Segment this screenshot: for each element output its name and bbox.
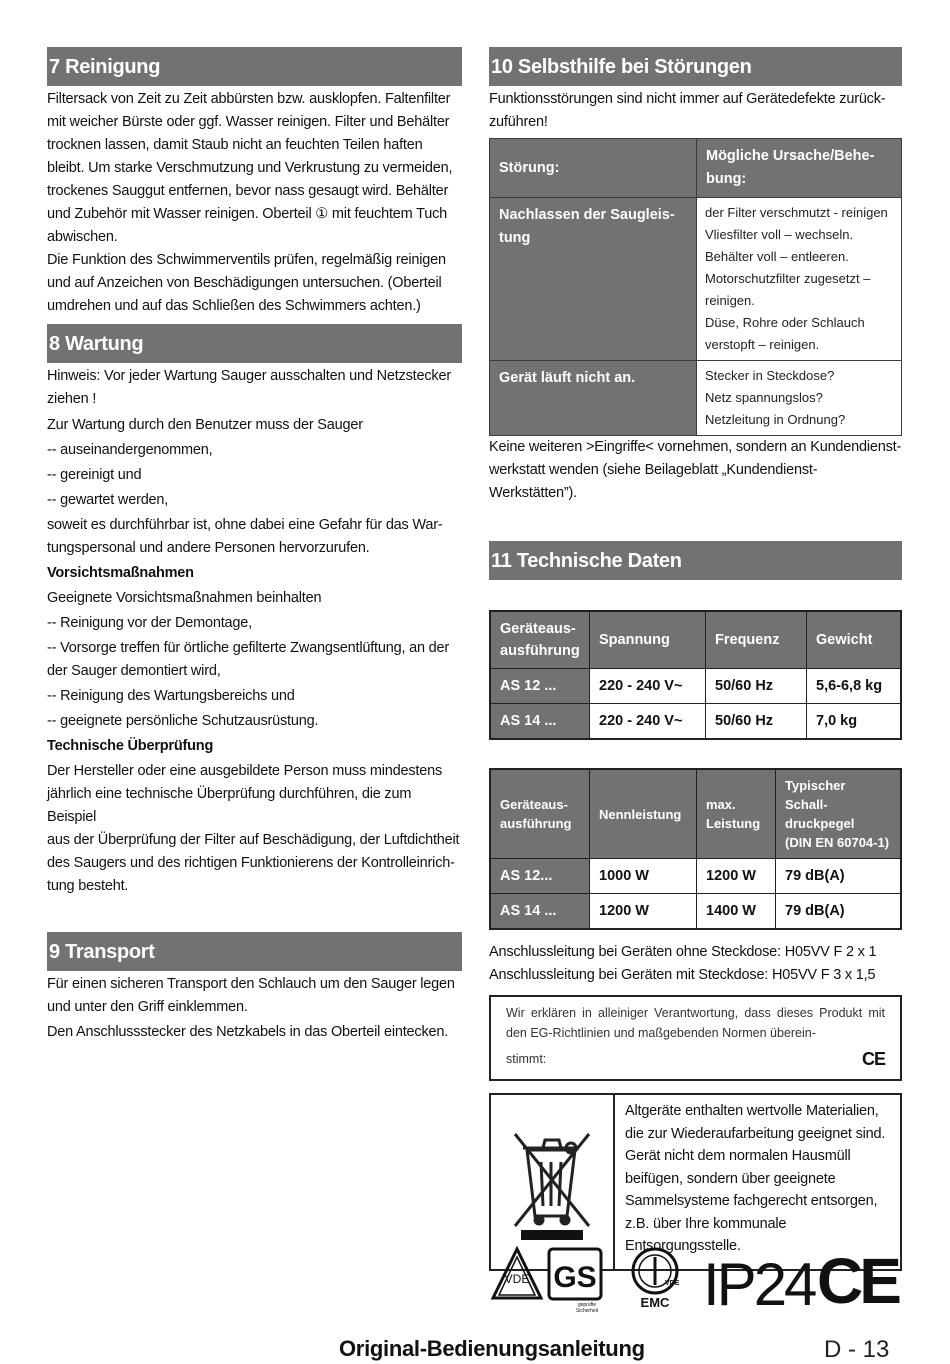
column-header-nennleistung: Nennleistung bbox=[590, 769, 697, 859]
table-row bbox=[490, 361, 902, 436]
table-row bbox=[490, 669, 901, 704]
column-header-spannung: Spannung bbox=[590, 611, 706, 669]
text-line: -- Reinigung des Wartungsbereichs und bbox=[47, 688, 295, 704]
table-cell: 5,6-6,8 kg bbox=[807, 669, 902, 704]
text-line: Der Hersteller oder eine ausgebildete Person muss mindestens bbox=[47, 763, 443, 779]
selbsthilfe-outro bbox=[489, 436, 902, 505]
cause-line: reinigen. bbox=[705, 293, 755, 308]
header-line: bung: bbox=[706, 171, 747, 187]
wartung-text bbox=[47, 365, 462, 898]
text-line: -- gewartet werden, bbox=[47, 492, 169, 508]
text-line: Filtersack von Zeit zu Zeit abbürsten bzw. ausklopfen. Faltenfilter bbox=[47, 91, 451, 107]
text-line: trockenes Sauggut entfernen, bevor nass gesaugt wird. Behälter bbox=[47, 183, 449, 199]
text-line: -- Vorsorge treffen für örtliche gefilterte Zwangsentlüftung, an der bbox=[47, 640, 450, 656]
label-line: tung bbox=[499, 230, 531, 246]
text-line: beifügen, sondern über geeignete bbox=[625, 1170, 836, 1187]
fault-causes bbox=[697, 198, 902, 361]
table-cell-model: AS 14 ... bbox=[490, 704, 590, 740]
cause-line: Düse, Rohre oder Schlauch bbox=[705, 315, 865, 330]
table-cell-model: AS 12 ... bbox=[490, 669, 590, 704]
text-line: tungspersonal und andere Personen hervorzurufen. bbox=[47, 540, 370, 556]
table-header-row bbox=[490, 769, 901, 859]
text-line: Sammelsysteme fachgerecht entsorgen, bbox=[625, 1193, 878, 1209]
text-line: aus der Überprüfung der Filter auf Beschädigung, der Luftdichtheit bbox=[47, 832, 460, 848]
text-line: ziehen ! bbox=[47, 391, 97, 407]
text-line: bleibt. Um starke Verschmutzung und Verkrustung zu vermeiden, bbox=[47, 160, 453, 176]
cause-line: Netz spannungslos? bbox=[705, 390, 823, 405]
declaration-text: Wir erklären in alleiniger Verantwortung, dass dieses Produkt mit den EG-Richtlinien und maßgebenden Normen überein- bbox=[506, 1006, 885, 1040]
text-line: Den Anschlussstecker des Netzkabels in das Oberteil eintecken. bbox=[47, 1024, 449, 1040]
fault-label bbox=[490, 198, 697, 361]
vde-triangle-letters: VDE bbox=[504, 1272, 530, 1286]
section-heading-reinigung: 7 Reinigung bbox=[47, 47, 462, 86]
gs-text: GS bbox=[553, 1261, 597, 1294]
header-line: Geräteaus- bbox=[500, 621, 576, 637]
text-line: Entsorgungsstelle. bbox=[625, 1238, 741, 1254]
ip-rating: IP24 bbox=[703, 1251, 815, 1313]
header-line: Typischer Schall- bbox=[785, 778, 846, 812]
transport-text bbox=[47, 973, 462, 1044]
fault-label: Gerät läuft nicht an. bbox=[490, 361, 697, 436]
gs-subtext: geprüfte bbox=[577, 1302, 597, 1308]
column-header-schalldruckpegel bbox=[776, 769, 902, 859]
page-number: D - 13 bbox=[824, 1336, 890, 1363]
text-line: Für einen sicheren Transport den Schlauch um den Sauger legen bbox=[47, 976, 455, 992]
text-line: Anschlussleitung bei Geräten ohne Steckdose: H05VV F 2 x 1 bbox=[489, 944, 877, 960]
cause-line: der Filter verschmutzt - reinigen bbox=[705, 205, 888, 220]
cause-line: Netzleitung in Ordnung? bbox=[705, 412, 846, 427]
header-line: (DIN EN 60704-1) bbox=[785, 835, 890, 850]
emc-text: EMC bbox=[640, 1295, 670, 1310]
label-line: Nachlassen der Saugleis- bbox=[499, 207, 675, 223]
text-line: die zur Wiederaufarbeitung geeignet sind. bbox=[625, 1125, 886, 1142]
section-heading-technische-daten: 11 Technische Daten bbox=[489, 541, 902, 580]
cable-info bbox=[489, 941, 902, 987]
text-line: Hinweis: Vor jeder Wartung Sauger ausschalten und Netzstecker bbox=[47, 368, 451, 384]
conformity-declaration bbox=[489, 995, 902, 1081]
table-cell: 220 - 240 V~ bbox=[590, 669, 706, 704]
table-cell: 79 dB(A) bbox=[776, 894, 902, 930]
reinigung-text bbox=[47, 88, 462, 318]
table-header-row bbox=[490, 139, 902, 198]
column-header-model bbox=[490, 769, 590, 859]
troubleshooting-table bbox=[489, 138, 902, 436]
text-line: werkstatt wenden (siehe Beilageblatt „Kundendienst-Werkstätten”). bbox=[489, 462, 818, 501]
text-line: soweit es durchführbar ist, ohne dabei eine Gefahr für das War- bbox=[47, 517, 443, 533]
text-line: Keine weiteren >Eingriffe< vornehmen, sondern an Kundendienst- bbox=[489, 439, 902, 455]
text-line: -- Reinigung vor der Demontage, bbox=[47, 615, 252, 631]
cause-line: Stecker in Steckdose? bbox=[705, 368, 835, 383]
table-cell: 50/60 Hz bbox=[706, 669, 807, 704]
text-line: der Sauger demontiert wird, bbox=[47, 663, 221, 679]
gs-mark-icon bbox=[549, 1249, 601, 1313]
declaration-end: stimmt: bbox=[506, 1052, 547, 1066]
section-heading-wartung: 8 Wartung bbox=[47, 324, 462, 363]
selbsthilfe-intro bbox=[489, 88, 902, 134]
text-line: -- auseinandergenommen, bbox=[47, 442, 213, 458]
tech-table-electrical bbox=[489, 610, 902, 740]
table-cell: 1000 W bbox=[590, 859, 697, 894]
text-line: Altgeräte enthalten wertvolle Materialien, bbox=[625, 1103, 879, 1119]
text-line: Zur Wartung durch den Benutzer muss der Sauger bbox=[47, 417, 363, 433]
ce-mark-icon: CE bbox=[817, 1245, 898, 1313]
table-header-row bbox=[490, 611, 901, 669]
text-line: Anschlussleitung bei Geräten mit Steckdose: H05VV F 3 x 1,5 bbox=[489, 967, 876, 983]
header-line: max. bbox=[706, 797, 736, 812]
text-line: -- gereinigt und bbox=[47, 467, 142, 483]
table-cell-model: AS 14 ... bbox=[490, 894, 590, 930]
table-cell: 7,0 kg bbox=[807, 704, 902, 740]
text-line: trocknen lassen, damit Staub nicht an feuchten Teilen haften bbox=[47, 137, 423, 153]
tech-table-power bbox=[489, 768, 902, 930]
section-heading-transport: 9 Transport bbox=[47, 932, 462, 971]
text-line: Geeignete Vorsichtsmaßnahmen beinhalten bbox=[47, 590, 322, 606]
text-line: des Saugers und des richtigen Funktionierens der Kontrolleinrich- bbox=[47, 855, 455, 871]
table-cell-model: AS 12... bbox=[490, 859, 590, 894]
table-cell: 220 - 240 V~ bbox=[590, 704, 706, 740]
column-header-stoerung: Störung: bbox=[490, 139, 697, 198]
text-line: Die Funktion des Schwimmerventils prüfen, regelmäßig reinigen bbox=[47, 252, 446, 268]
emc-vde-text: VDE bbox=[665, 1280, 680, 1287]
table-cell: 50/60 Hz bbox=[706, 704, 807, 740]
table-cell: 1200 W bbox=[697, 859, 776, 894]
gs-subtext: Sicherheit bbox=[575, 1308, 599, 1313]
subheading-vorsicht: Vorsichtsmaßnahmen bbox=[47, 565, 194, 581]
header-line: druckpegel bbox=[785, 816, 855, 831]
table-row bbox=[490, 859, 901, 894]
cause-line: Behälter voll – entleeren. bbox=[705, 249, 849, 264]
header-line: Mögliche Ursache/Behe- bbox=[706, 148, 875, 164]
right-column bbox=[489, 47, 902, 1271]
ce-mark-small: CE bbox=[861, 1049, 885, 1069]
text-line: abwischen. bbox=[47, 229, 118, 245]
column-header-frequenz: Frequenz bbox=[706, 611, 807, 669]
column-header-model bbox=[490, 611, 590, 669]
left-column bbox=[47, 47, 462, 1044]
subheading-technische-ueberpruefung: Technische Überprüfung bbox=[47, 738, 214, 754]
header-line: ausführung bbox=[500, 643, 580, 659]
crossed-bin-icon bbox=[509, 1122, 595, 1242]
text-line: umdrehen und auf das Schließen des Schwimmers achten.) bbox=[47, 298, 421, 314]
header-line: Leistung bbox=[706, 816, 761, 831]
header-line: ausführung bbox=[500, 816, 572, 831]
cause-line: Vliesfilter voll – wechseln. bbox=[705, 227, 854, 242]
section-heading-selbsthilfe: 10 Selbsthilfe bei Störungen bbox=[489, 47, 902, 86]
table-row bbox=[490, 198, 902, 361]
text-line: und auf Anzeichen von Beschädigungen untersuchen. (Oberteil bbox=[47, 275, 442, 291]
table-cell: 1200 W bbox=[590, 894, 697, 930]
table-row bbox=[490, 894, 901, 930]
vde-emc-icon bbox=[633, 1249, 680, 1310]
text-line: und Zubehör mit Wasser reinigen. Oberteil ① mit feuchtem Tuch bbox=[47, 206, 447, 222]
column-header-max-leistung bbox=[697, 769, 776, 859]
text-line: z.B. über Ihre kommunale bbox=[625, 1215, 787, 1232]
logo-strip bbox=[489, 1243, 902, 1313]
text-line: -- geeignete persönliche Schutzausrüstung. bbox=[47, 713, 319, 729]
text-line: zuführen! bbox=[489, 114, 548, 130]
text-line: jährlich eine technische Überprüfung durchführen, die zum Beispiel bbox=[47, 786, 412, 825]
text-line: mit weicher Bürste oder ggf. Wasser reinigen. Filter und Behälter bbox=[47, 114, 450, 130]
table-cell: 1400 W bbox=[697, 894, 776, 930]
table-row bbox=[490, 704, 901, 740]
certification-logos bbox=[489, 1243, 902, 1313]
cause-line: verstopft – reinigen. bbox=[705, 337, 820, 352]
footer-title: Original-Bedienungsanleitung bbox=[339, 1336, 645, 1361]
header-line: Geräteaus- bbox=[500, 797, 568, 812]
text-line: tung besteht. bbox=[47, 878, 129, 894]
vde-triangle-icon bbox=[493, 1249, 541, 1298]
cause-line: Motorschutzfilter zugesetzt – bbox=[705, 271, 871, 286]
column-header-ursache bbox=[697, 139, 902, 198]
text-line: Gerät nicht dem normalen Hausmüll bbox=[625, 1148, 851, 1164]
text-line: und unter den Griff einklemmen. bbox=[47, 999, 248, 1015]
fault-causes bbox=[697, 361, 902, 436]
text-line: Funktionsstörungen sind nicht immer auf Gerätedefekte zurück- bbox=[489, 91, 886, 107]
table-cell: 79 dB(A) bbox=[776, 859, 902, 894]
column-header-gewicht: Gewicht bbox=[807, 611, 902, 669]
